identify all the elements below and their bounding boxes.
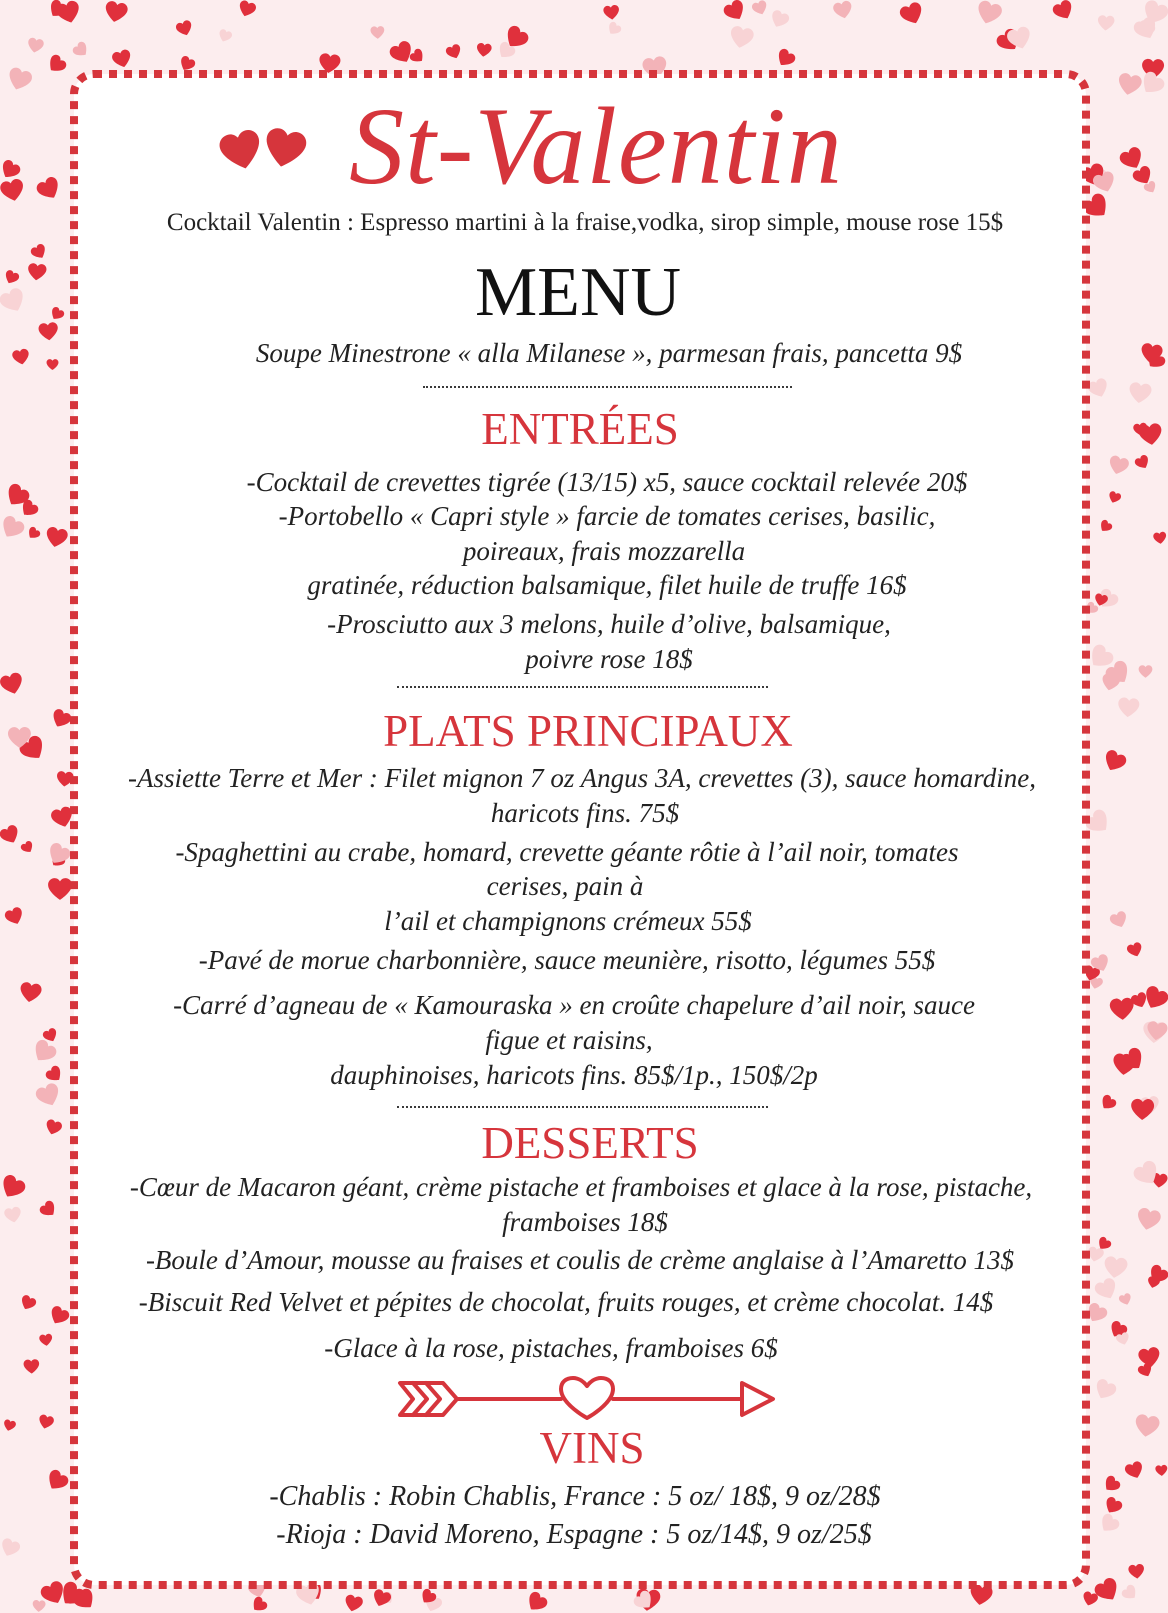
section-heading-entrees: ENTRÉES — [481, 404, 679, 454]
main-course-line: -Spaghettini au crabe, homard, crevette géante rôtie à l’ail noir, tomates — [175, 836, 959, 867]
entree-line: -Prosciutto aux 3 melons, huile d’olive, balsamique, — [327, 608, 891, 639]
soup-line: Soupe Minestrone « alla Milanese », parmesan frais, pancetta 9$ — [255, 337, 963, 368]
wine-line: -Rioja : David Moreno, Espagne : 5 oz/14$, 9 oz/25$ — [276, 1519, 872, 1551]
dessert-line: -Boule d’Amour, mousse au fraises et coulis de crème anglaise à l’Amaretto 13$ — [145, 1244, 1015, 1275]
wine-line: -Chablis : Robin Chablis, France : 5 oz/ 18$, 9 oz/28$ — [269, 1481, 881, 1513]
dotted-divider — [397, 686, 768, 688]
main-course-line: dauphinoises, haricots fins. 85$/1p., 150$/2p — [330, 1059, 818, 1090]
entree-line: poivre rose 18$ — [525, 643, 693, 674]
main-course-line: -Assiette Terre et Mer : Filet mignon 7 oz Angus 3A, crevettes (3), sauce homardine, — [127, 762, 1037, 793]
section-heading-main-courses: PLATS PRINCIPAUX — [383, 706, 793, 756]
dessert-line: -Biscuit Red Velvet et pépites de chocolat, fruits rouges, et crème chocolat. 14$ — [138, 1286, 994, 1317]
entree-line: poireaux, frais mozzarella — [462, 535, 746, 566]
main-course-line: l’ail et champignons crémeux 55$ — [384, 905, 752, 936]
section-heading-desserts: DESSERTS — [481, 1118, 699, 1168]
menu-heading: MENU — [474, 254, 682, 331]
main-course-line: figue et raisins, — [485, 1024, 653, 1055]
dotted-divider — [397, 1106, 768, 1108]
section-heading-wines: VINS — [539, 1423, 645, 1473]
hearts-icon — [217, 122, 311, 174]
entree-line: gratinée, réduction balsamique, filet huile de truffe 16$ — [307, 569, 907, 600]
dessert-line: -Cœur de Macaron géant, crème pistache et framboises et glace à la rose, pistache, — [129, 1171, 1033, 1202]
main-course-line: cerises, pain à — [486, 870, 644, 901]
entree-line: -Portobello « Capri style » farcie de tomates cerises, basilic, — [278, 500, 936, 531]
cocktail-special: Cocktail Valentin : Espresso martini à la fraise,vodka, sirop simple, mouse rose 15$ — [166, 209, 1004, 236]
arrow-heart-icon — [397, 1374, 777, 1424]
menu-title: St-Valentin — [349, 85, 843, 207]
main-course-line: -Pavé de morue charbonnière, sauce meunière, risotto, légumes 55$ — [198, 944, 936, 975]
main-course-line: haricots fins. 75$ — [490, 797, 680, 828]
dessert-line: framboises 18$ — [502, 1206, 668, 1237]
main-course-line: -Carré d’agneau de « Kamouraska » en croûte chapelure d’ail noir, sauce — [173, 989, 975, 1020]
dotted-divider — [423, 386, 792, 388]
entree-line: -Cocktail de crevettes tigrée (13/15) x5, sauce cocktail relevée 20$ — [246, 466, 968, 497]
dessert-line: -Glace à la rose, pistaches, framboises 6$ — [324, 1332, 778, 1363]
